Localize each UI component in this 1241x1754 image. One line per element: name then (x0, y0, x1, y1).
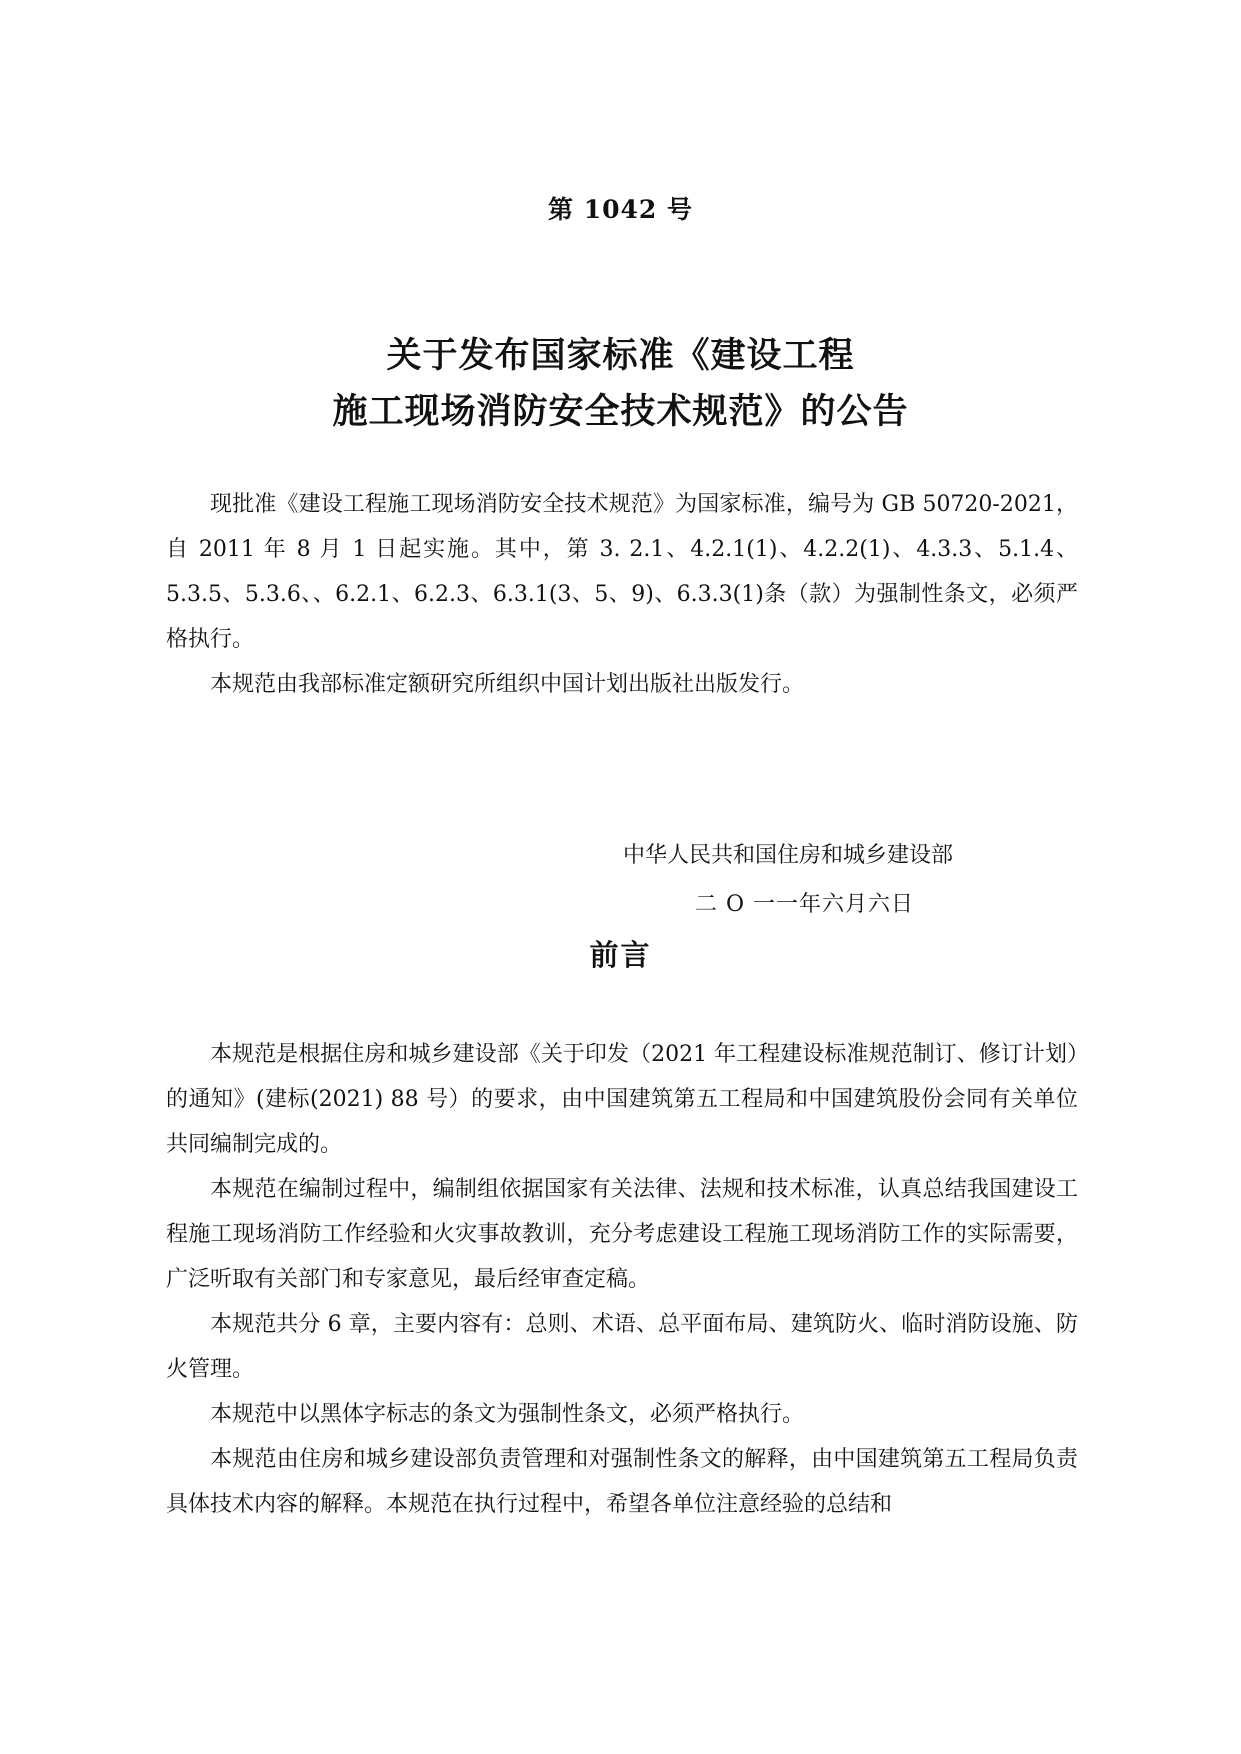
preface-paragraph: 本规范在编制过程中，编制组依据国家有关法律、法规和技术标准，认真总结我国建设工程施工现场消防工作经验和火灾事故教训，充分考虑建设工程施工现场消防工作的实际需要，广泛听取有关部门和专家意见，最后经审查定稿。 (166, 1177, 1078, 1292)
announcement-body (166, 482, 1078, 707)
announcement-paragraph: 本规范由我部标准定额研究所组织中国计划出版社出版发行。 (210, 672, 805, 697)
preface-title: 前言 (589, 938, 652, 972)
document-title (0, 328, 1241, 440)
preface-paragraph: 本规范中以黑体字标志的条文为强制性条文，必须严格执行。 (210, 1402, 805, 1427)
preface-paragraph: 本规范由住房和城乡建设部负责管理和对强制性条文的解释，由中国建筑第五工程局负责具体技术内容的解释。本规范在执行过程中，希望各单位注意经验的总结和 (166, 1447, 1078, 1517)
announcement-paragraph: 现批准《建设工程施工现场消防安全技术规范》为国家标准，编号为 GB 50720-2021，自 2011 年 8 月 1 日起实施。其中，第 3. 2.1、4.2.1(1)、4.2.2(1)、4.3.3、5.1.4、5.3.5、5.3.6、、6.2.1、6.2.3、6.3.1(3、5、9)、6.3.3(1)条（款）为强制性条文，必须严格执行。 (166, 492, 1078, 652)
signature-date: 二 O 一一年六月六日 (695, 892, 915, 917)
document-title-line-2: 施工现场消防安全技术规范》的公告 (332, 391, 909, 432)
preface-body (166, 1032, 1078, 1527)
preface-paragraph: 本规范是根据住房和城乡建设部《关于印发（2021 年工程建设标准规范制订、修订计划）的通知》(建标(2021) 88 号）的要求，由中国建筑第五工程局和中国建筑股份会同有关单位共同编制完成的。 (166, 1042, 1078, 1157)
document-title-line-1: 关于发布国家标准《建设工程 (386, 335, 855, 376)
preface-paragraph: 本规范共分 6 章，主要内容有：总则、术语、总平面布局、建筑防火、临时消防设施、防火管理。 (166, 1312, 1078, 1382)
signature-organization: 中华人民共和国住房和城乡建设部 (623, 843, 954, 868)
document-number: 第 1042 号 (548, 195, 693, 224)
